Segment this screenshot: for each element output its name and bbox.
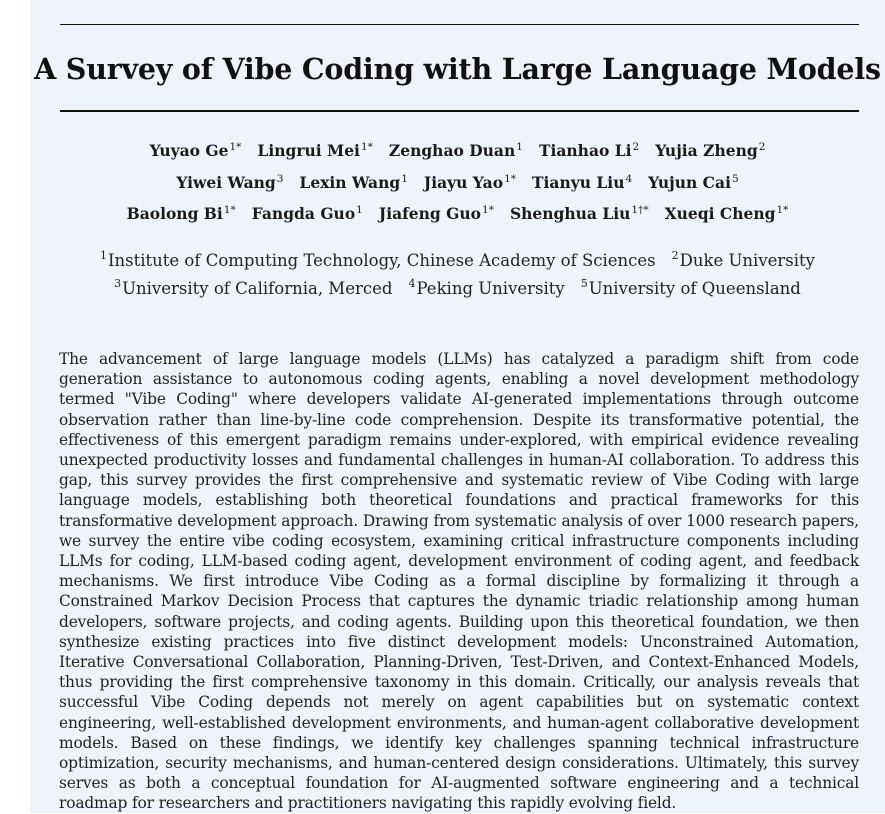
affiliation-name: University of California, Merced [122, 279, 393, 298]
author-name [539, 141, 639, 161]
author-name [655, 141, 765, 161]
author-name [424, 173, 516, 193]
title-bottom-rule [60, 110, 859, 112]
author-name-text: Baolong Bi [126, 204, 223, 223]
author-affiliation-marker: 1* [504, 173, 516, 185]
author-affiliation-marker: 4 [625, 173, 633, 185]
affiliation-row [30, 279, 885, 299]
author-affiliation-marker: 1 [356, 204, 363, 216]
author-affiliation-marker: 1* [223, 204, 236, 216]
author-name [252, 204, 363, 224]
title-top-rule [60, 24, 859, 25]
author-row [30, 204, 885, 224]
author-affiliation-marker: 2 [758, 141, 766, 153]
author-name-text: Xueqi Cheng [664, 204, 776, 223]
affiliation [408, 279, 564, 299]
author-name [257, 141, 372, 161]
paper-page [30, 0, 885, 813]
affiliation-number: 3 [114, 277, 122, 290]
affiliation [114, 279, 392, 299]
author-name-text: Lexin Wang [299, 173, 401, 192]
author-name-text: Zenghao Duan [388, 141, 516, 160]
author-name [127, 204, 236, 224]
affiliation-name: University of Queensland [588, 279, 801, 298]
author-affiliation-marker: 3 [276, 173, 284, 185]
author-name [532, 173, 632, 193]
affiliation-number: 5 [580, 277, 588, 290]
author-row [30, 173, 885, 193]
affiliation-number: 4 [408, 277, 416, 290]
author-name-text: Lingrui Mei [257, 141, 360, 160]
author-affiliation-marker: 1* [482, 204, 494, 216]
affiliation [672, 251, 815, 271]
abstract-text: The advancement of large language models (LLMs) has catalyzed a paradigm shift from code generation assistance to autonomous coding agents, enabling a novel development methodology termed "Vibe Coding" where developers validate AI-generated implementations through outcome observation rather than line-by-line code comprehension. Despite its transformative potential, the effectiveness of this emergent paradigm remains under-explored, with empirical evidence revealing unexpected productivity losses and fundamental challenges in human-AI collaboration. To address this gap, this survey provides the first comprehensive and systematic review of Vibe Coding with large language models, establishing both theoretical foundations and practical frameworks for this transformative development approach. Drawing from systematic analysis of over 1000 research papers, we survey the entire vibe coding ecosystem, examining critical infrastructure components including LLMs for coding, LLM-based coding agent, development environment of coding agent, and feedback mechanisms. We first introduce Vibe Coding as a formal discipline by formalizing it through a Constrained Markov Decision Process that captures the dynamic triadic relationship among human developers, software projects, and coding agents. Building upon this theoretical foundation, we then synthesize existing practices into five distinct development models: Unconstrained Automation, Iterative Conversational Collaboration, Planning-Driven, Test-Driven, and Context-Enhanced Models, thus providing the first comprehensive taxonomy in this domain. Critically, our analysis reveals that successful Vibe Coding depends not merely on agent capabilities but on systematic context engineering, well-established development environments, and human-agent collaborative development models. Based on these findings, we identify key challenges spanning technical infrastructure optimization, security mechanisms, and human-centered design considerations. Ultimately, this survey serves as both a conceptual foundation for AI-augmented software engineering and a technical roadmap for researchers and practitioners navigating this rapidly evolving field. [59, 350, 859, 813]
author-name [176, 173, 283, 193]
affiliation-number: 2 [671, 249, 679, 262]
author-name-text: Tianyu Liu [532, 173, 625, 192]
affiliation-row [30, 251, 885, 271]
author-name-text: Yiwei Wang [176, 173, 276, 192]
affiliation [581, 279, 801, 299]
author-affiliation-marker: 1* [776, 204, 789, 216]
author-affiliation-marker: 2 [632, 141, 640, 153]
author-affiliation-marker: 1 [516, 141, 523, 153]
affiliation-number: 1 [100, 249, 107, 262]
author-affiliation-marker: 1 [401, 173, 408, 185]
author-name-text: Yujia Zheng [655, 141, 758, 160]
author-affiliation-marker: 1* [229, 141, 242, 153]
author-affiliation-marker: 1* [360, 141, 373, 153]
author-name [510, 204, 649, 224]
author-affiliation-marker: 5 [731, 173, 739, 185]
author-name [665, 204, 789, 224]
affiliation-name: Peking University [416, 279, 565, 298]
paper-title: A Survey of Vibe Coding with Large Language Models [34, 52, 881, 86]
affiliation [100, 251, 656, 271]
author-name-text: Jiayu Yao [423, 173, 504, 192]
author-name-text: Yujun Cai [648, 173, 731, 192]
author-name-text: Tianhao Li [538, 141, 632, 160]
author-name [150, 141, 242, 161]
author-row [30, 141, 885, 161]
affiliation-name: Institute of Computing Technology, Chinese Academy of Sciences [108, 251, 656, 270]
author-name-text: Shenghua Liu [509, 204, 631, 223]
author-name [648, 173, 739, 193]
author-name-text: Jiafeng Guo [378, 204, 482, 223]
author-name [299, 173, 407, 193]
author-affiliation-marker: 1†* [631, 204, 649, 216]
author-name [389, 141, 523, 161]
affiliation-name: Duke University [679, 251, 815, 270]
author-name-text: Yuyao Ge [149, 141, 229, 160]
author-name [379, 204, 494, 224]
author-name-text: Fangda Guo [251, 204, 356, 223]
